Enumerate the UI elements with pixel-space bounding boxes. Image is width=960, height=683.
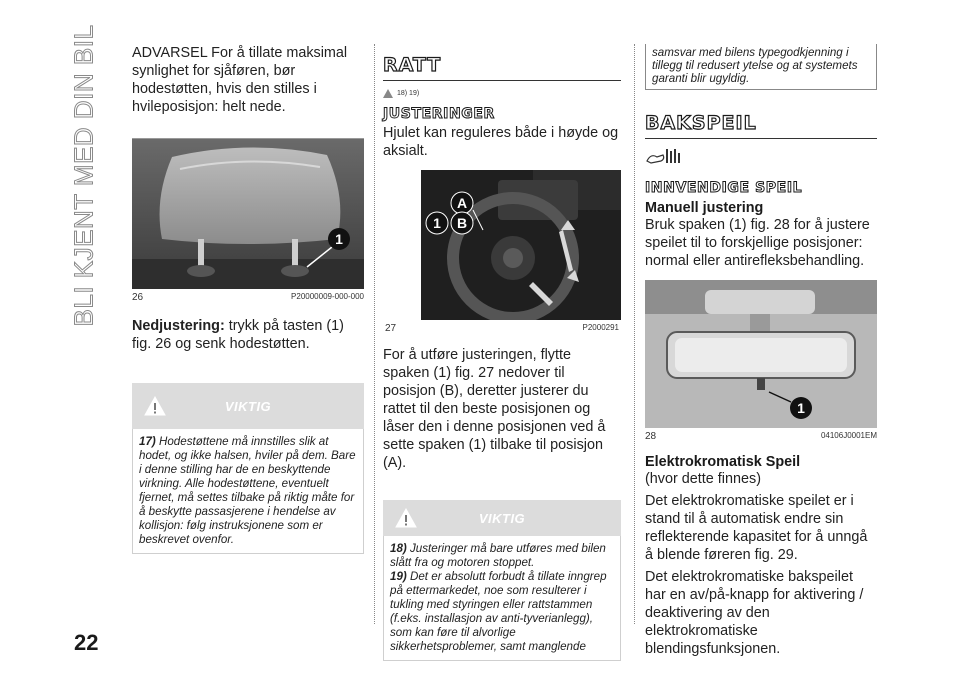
electrochromic-text-2: Det elektrokromatiske bakspeilet har en av/på-knapp for aktivering / deaktivering av den elektrokromatiske blendingsfunksjonen. [645,569,864,657]
reference-marks [383,89,621,98]
steering-wheel-image [383,170,621,320]
adjust-label: Nedjustering: [132,318,225,334]
manual-adjust-title: Manuell justering [645,200,764,216]
column-2 [383,44,621,661]
warning-body: Hodestøttene må innstilles slik at hodet, og ikke halsen, hviler på dem. Bare i denne stilling har de en beskyttende virkning. Alle hodestøttene, eventuelt fjernet, må settes tilbake på riktig måte for å beskytte passasjerene i hendelse av kollisjon: følg instruksjonene som er beskrevet ovenfor. [139,435,356,546]
chapter-side-title-text: BLI KJENT MED DIN BIL [68,24,99,326]
warning-body: Justeringer må bare utføres med bilen slått fra og motoren stoppet. [390,542,606,569]
warning-box [383,500,621,661]
warning-box [132,383,364,554]
electrochromic-subtitle: (hvor dette finnes) [645,471,761,487]
warning-title: VIKTIG [224,398,272,414]
figure-27 [383,170,621,334]
figure-number: 27 [385,323,397,334]
figure-callout: 1 [797,400,805,416]
figure-caption [645,431,877,442]
steering-intro: Hjulet kan reguleres både i høyde og aksialt. [383,125,619,159]
heading-rule [383,80,621,81]
warning-body: Det er absolutt forbudt å tillate inngrep på ettermarkedet, noe som resulterer i tukling med styringen eller rattstammen (f.eks. installasjon av anti-tyverianlegg), som kan føre til alvorlige sikkerhetsproblemer, samt manglende [390,570,607,653]
warning-header [132,383,364,429]
figure-callout: 1 [335,231,343,247]
column-3 [645,44,877,658]
callout-1: 1 [433,215,441,231]
subheading-innvendige-speil: INNVENDIGE SPEIL [645,180,803,196]
warning-ref: 18) [390,542,407,555]
heading-rule [645,138,877,139]
warning-small-icon [383,89,393,98]
callout-a: A [456,195,468,211]
warning-header [383,500,621,536]
figure-code: P2000291 [582,323,619,332]
figure-caption [383,323,621,334]
figure-caption [132,292,364,303]
chapter-side-title [64,24,104,326]
continued-warning: samsvar med bilens typegodkjenning i tillegg til redusert ytelse og at systemets garanti blir ugyldig. [645,44,877,90]
figure-number: 28 [645,431,657,442]
column-1 [132,44,364,554]
callout-b: B [456,215,468,231]
headrest-image [132,139,364,289]
electrochromic-text-1: Det elektrokromatiske speilet er i stand til å automatisk endre sin reflekterende kapasitet for å unngå å blende føreren fig. 29. [645,493,868,563]
page-number: 22 [74,630,99,655]
figure-code: P20000009-000-000 [291,292,364,301]
steering-adjust-text: For å utføre justeringen, flytte spaken (1) fig. 27 nedover til posisjon (B), deretter justerer du rattet til den beste posisjonen og låser den i denne posisjonen ved å sette spaken (1) tilbake til posisjon (A). [383,347,606,471]
subheading-justeringer: JUSTERINGER [383,106,495,122]
figure-code: 04106J0001EM [820,431,877,440]
warning-text [383,536,621,661]
warning-text [132,429,364,554]
reference-numbers: 18) 19) [397,90,420,97]
rearview-mirror-image [645,280,877,428]
column-separator [634,44,635,624]
warning-ref: 17) [139,435,156,448]
column-separator [374,44,375,624]
section-heading-ratt: RATT [383,54,442,76]
section-heading-bakspeil: BAKSPEIL [645,112,757,134]
figure-26 [132,138,364,303]
figure-number: 26 [132,292,144,303]
adjust-text: trykk på tasten (1) fig. 26 og senk hodestøtten. [132,318,344,352]
adjust-paragraph [132,317,364,353]
warning-ref: 19) [390,570,407,583]
warning-title: VIKTIG [478,510,526,526]
manual-adjust-text: Bruk spaken (1) fig. 28 for å justere speilet til to forskjellige posisjoner: normal eller antirefleksbehandling. [645,217,870,269]
electrochromic-title: Elektrokromatisk Speil [645,454,801,470]
figure-28 [645,280,877,442]
environment-hand-icon [645,147,689,167]
headrest-warning-intro: ADVARSEL For å tillate maksimal synlighet for sjåføren, bør hodestøtten, hvis den stilles i hvileposisjon: helt nede. [132,45,348,115]
